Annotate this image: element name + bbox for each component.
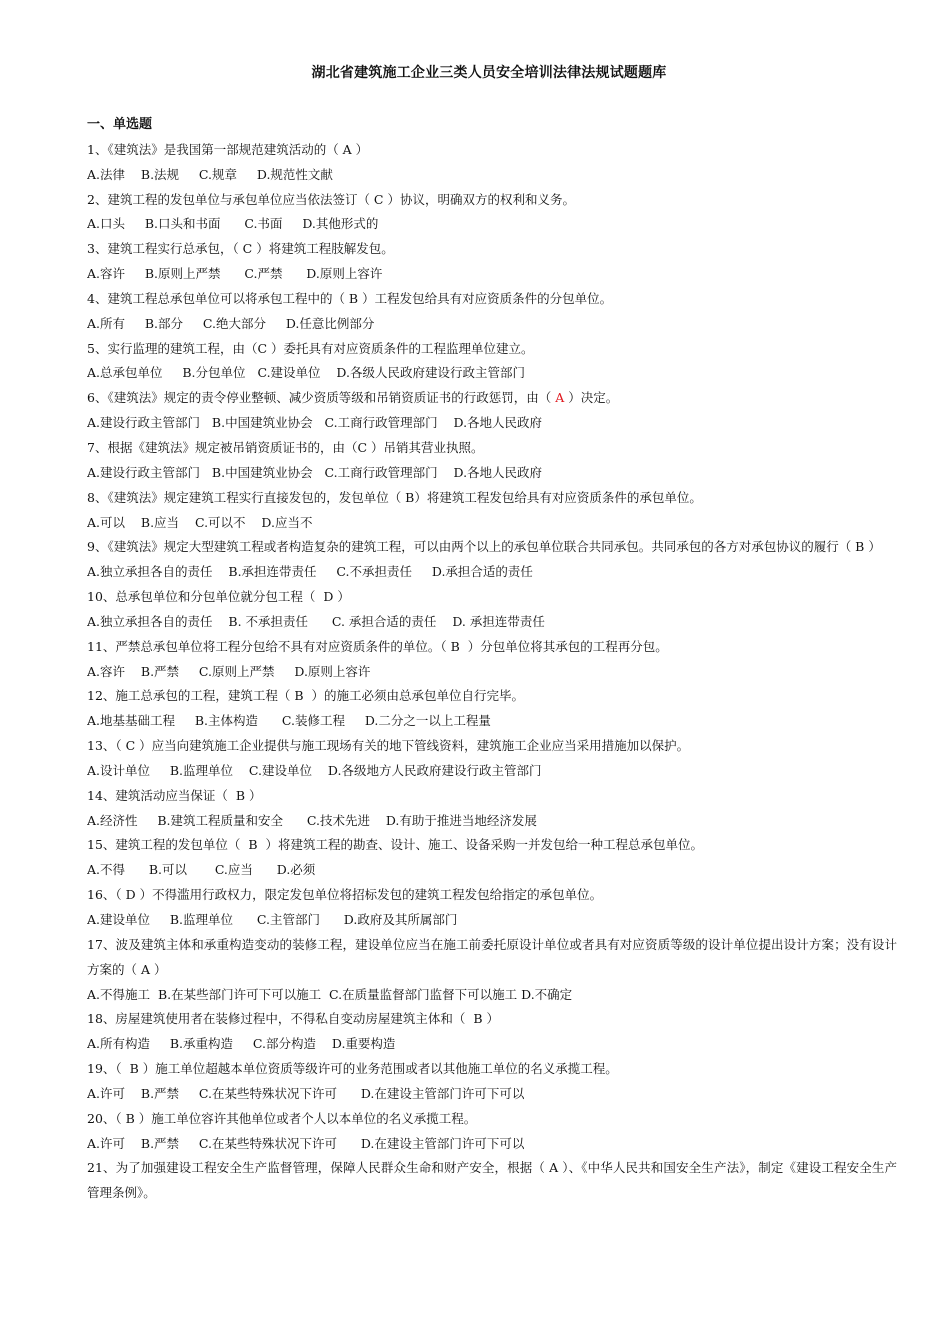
answer-highlight: A	[555, 390, 565, 406]
question-options: A.设计单位 B.监理单位 C.建设单位 D.各级地方人民政府建设行政主管部门	[87, 762, 542, 778]
question-text: 3、建筑工程实行总承包，（ C ）将建筑工程肢解发包。	[87, 241, 394, 257]
question-options: A.独立承担各自的责任 B.承担连带责任 C.不承担责任 D.承担合适的责任	[87, 564, 533, 580]
question-text: 13、（ C ）应当向建筑施工企业提供与施工现场有关的地下管线资料，建筑施工企业应当采用措施加以保护。	[87, 738, 690, 754]
question-text: 19、（ B ）施工单位超越本单位资质等级许可的业务范围或者以其他施工单位的名义承揽工程。	[87, 1061, 618, 1077]
document-body	[87, 113, 897, 1206]
question-options: A.许可 B.严禁 C.在某些特殊状况下许可 D.在建设主管部门许可下可以	[87, 1135, 525, 1151]
question-options: A.许可 B.严禁 C.在某些特殊状况下许可 D.在建设主管部门许可下可以	[87, 1085, 525, 1101]
question-text: 7、根据《建筑法》规定被吊销资质证书的，由（C ）吊销其营业执照。	[87, 439, 484, 455]
question-options: A.所有 B.部分 C.绝大部分 D.任意比例部分	[87, 315, 375, 331]
question-text: 21、为了加强建设工程安全生产监督管理，保障人民群众生命和财产安全，根据（ A ）、《中华人民共和国安全生产法》，制定《建设工程安全生产管理条例》。	[87, 1160, 897, 1201]
question-options: A.独立承担各自的责任 B. 不承担责任 C. 承担合适的责任 D. 承担连带责任	[87, 613, 545, 629]
question-text: 17、波及建筑主体和承重构造变动的装修工程，建设单位应当在施工前委托原设计单位或者具有对应资质等级的设计单位提出设计方案；没有设计方案的（ A ）	[87, 936, 897, 977]
question-text: 18、房屋建筑使用者在装修过程中，不得私自变动房屋建筑主体和（ B ）	[87, 1011, 500, 1027]
question-options: A.建设单位 B.监理单位 C.主管部门 D.政府及其所属部门	[87, 912, 458, 927]
question-text: 16、（ D ）不得滥用行政权力，限定发包单位将招标发包的建筑工程发包给指定的承包单位。	[87, 887, 603, 903]
question-text: 10、总承包单位和分包单位就分包工程（ D ）	[87, 589, 350, 605]
question-options: A.容许 B.原则上严禁 C.严禁 D.原则上容许	[87, 266, 383, 282]
question-options: A.法律 B.法规 C.规章 D.规范性文献	[87, 166, 333, 182]
question-text: 9、《建筑法》规定大型建筑工程或者构造复杂的建筑工程，可以由两个以上的承包单位联合共同承包。共同承包的各方对承包协议的履行（ B ）	[87, 539, 881, 555]
question-text: 11、严禁总承包单位将工程分包给不具有对应资质条件的单位。（ B ）分包单位将其承包的工程再分包。	[87, 638, 668, 654]
question-options: A.地基基础工程 B.主体构造 C.装修工程 D.二分之一以上工程量	[87, 713, 491, 729]
question-text: 8、《建筑法》规定建筑工程实行直接发包的，发包单位（ B）将建筑工程发包给具有对应资质条件的承包单位。	[87, 489, 702, 505]
question-text-part: 6、《建筑法》规定的责令停业整顿、减少资质等级和吊销资质证书的行政惩罚，由（	[87, 390, 556, 406]
question-options: A.建设行政主管部门 B.中国建筑业协会 C.工商行政管理部门 D.各地人民政府	[87, 464, 543, 480]
section-heading: 一、单选题	[87, 117, 153, 132]
question-options: A.经济性 B.建筑工程质量和安全 C.技术先进 D.有助于推进当地经济发展	[87, 812, 537, 828]
question-text: 12、施工总承包的工程，建筑工程（ B ）的施工必须由总承包单位自行完毕。	[87, 688, 525, 704]
question-options: A.可以 B.应当 C.可以不 D.应当不	[87, 514, 313, 530]
question-options: A.不得 B.可以 C.应当 D.必须	[87, 862, 316, 878]
question-options: A.建设行政主管部门 B.中国建筑业协会 C.工商行政管理部门 D.各地人民政府	[87, 415, 543, 431]
question-text: 5、实行监理的建筑工程，由（C ）委托具有对应资质条件的工程监理单位建立。	[87, 340, 534, 356]
question-text: 14、建筑活动应当保证（ B ）	[87, 787, 262, 803]
question-text: 15、建筑工程的发包单位（ B ）将建筑工程的勘查、设计、施工、设备采购一并发包给一种工程总承包单位。	[87, 837, 703, 853]
question-text: 20、（ B ）施工单位容许其他单位或者个人以本单位的名义承揽工程。	[87, 1110, 477, 1126]
question-options: A.所有构造 B.承重构造 C.部分构造 D.重要构造	[87, 1036, 396, 1052]
question-options: A.不得施工 B.在某些部门许可下可以施工 C.在质量监督部门监督下可以施工 D.不确定	[87, 986, 573, 1002]
question-text-part: ）决定。	[564, 390, 619, 406]
question-options: A.口头 B.口头和书面 C.书面 D.其他形式的	[87, 216, 379, 232]
question-text: 2、建筑工程的发包单位与承包单位应当依法签订（ C ）协议，明确双方的权利和义务。	[87, 191, 575, 207]
question-text: 1、《建筑法》是我国第一部规范建筑活动的（ A ）	[87, 141, 369, 157]
document-title: 湖北省建筑施工企业三类人员安全培训法律法规试题题库	[311, 65, 667, 81]
question-text	[87, 386, 897, 411]
question-text: 4、建筑工程总承包单位可以将承包工程中的（ B ）工程发包给具有对应资质条件的分包单位。	[87, 290, 613, 306]
question-options: A.总承包单位 B.分包单位 C.建设单位 D.各级人民政府建设行政主管部门	[87, 365, 525, 381]
question-options: A.容许 B.严禁 C.原则上严禁 D.原则上容许	[87, 663, 371, 679]
